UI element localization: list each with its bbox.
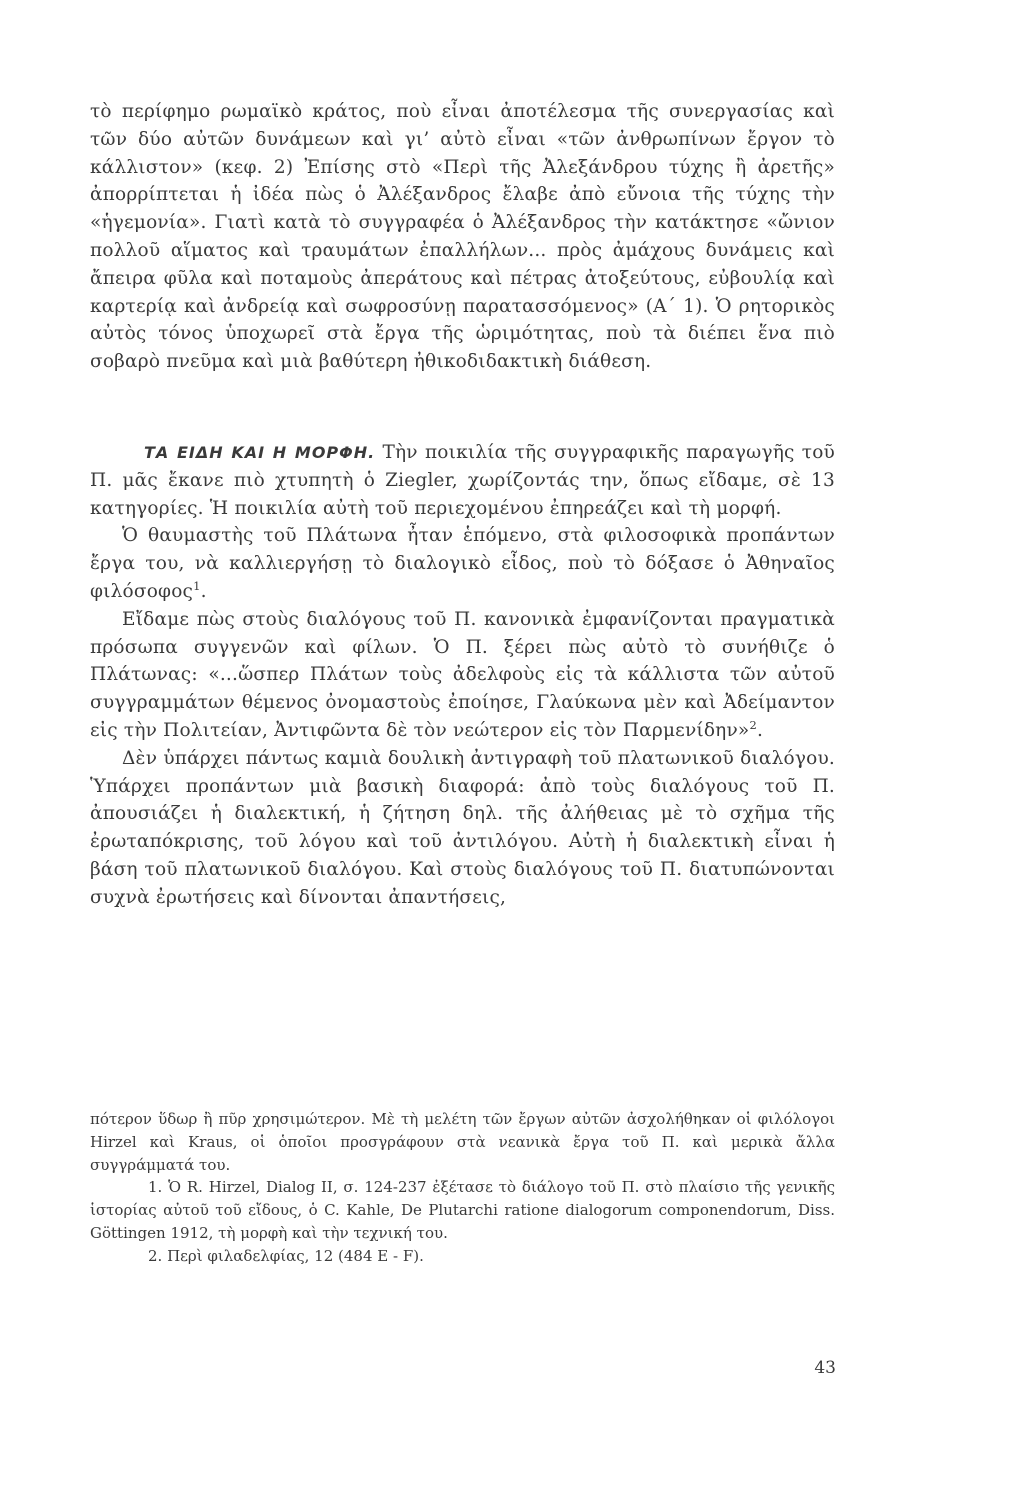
footnote-ref-1: 1 [193, 578, 201, 593]
paragraph-forms [90, 439, 835, 522]
paragraph-dialogue-persons: Εἴδαμε πὼς στοὺς διαλόγους τοῦ Π. κανονικὰ ἐμφανίζονται πραγματικὰ πρόσωπα συγγενῶν καὶ φίλων. Ὁ Π. ξέρει πὼς αὐτὸ τὸ συνήθιζε ὁ Πλάτωνας: «...ὥσπερ Πλάτων τοὺς ἀδελφοὺς εἰς τὰ κάλλιστα τῶν αὐτοῦ συγγραμμάτων θέμενος ὀνομαστοὺς ἐποίησε, Γλαύκωνα μὲν καὶ Ἀδείμαντον εἰς τὴν Πολιτείαν, Ἀντιφῶντα δὲ τὸν νεώτερον εἰς τὸν Παρμενίδην»$^2$. [90, 608, 835, 741]
footnote-1: 1. Ὁ R. Hirzel, Dialog II, σ. 124-237 ἐξέτασε τὸ διάλογο τοῦ Π. στὸ πλαίσιο τῆς γενικῆς ἱστορίας αὐτοῦ τοῦ εἴδους, ὁ C. Kahle, De Plutarchi ratione dialogorum componendorum, Diss. Göttingen 1912, τὴ μορφὴ καὶ τὴν τεχνική του. [90, 1178, 835, 1242]
main-text [90, 98, 835, 912]
paragraph-plato-admirer-text: Ὁ θαυμαστὴς τοῦ Πλάτωνα ἦταν ἑπόμενο, στὰ φιλοσοφικὰ προπάντων ἔργα του, νὰ καλλιεργήσῃ τὸ διαλογικὸ εἶδος, ποὺ τὸ δόξασε ὁ Ἀθηναῖος φιλόσοφος [90, 525, 835, 602]
footnote-ref-2: 2 [749, 717, 757, 732]
footnote-2: 2. Περὶ φιλαδελφίας, 12 (484 E - F). [148, 1246, 424, 1265]
footnotes [90, 1108, 835, 1268]
paragraph-forms-text: Τὴν ποικιλία τῆς συγγραφικῆς παραγωγῆς τοῦ Π. μᾶς ἔκανε πιὸ χτυπητὴ ὁ Ziegler, χωρίζοντάς την, ὅπως εἴδαμε, σὲ 13 κατηγορίες. Ἡ ποικιλία αὐτὴ τοῦ περιεχομένου ἐπηρεάζει καὶ τὴ μορφή. [90, 441, 835, 519]
section-heading: ΤΑ ΕΙΔΗ ΚΑΙ Η ΜΟΡΦΗ. [144, 442, 376, 462]
paragraph-plato-admirer: Ὁ θαυμαστὴς τοῦ Πλάτωνα ἦταν ἑπόμενο, στὰ φιλοσοφικὰ προπάντων ἔργα του, νὰ καλλιεργήσῃ τὸ διαλογικὸ εἶδος, ποὺ τὸ δόξασε ὁ Ἀθηναῖος φιλόσοφος$^1$. [90, 525, 835, 602]
footnote-continuation: πότερον ὕδωρ ἢ πῦρ χρησιμώτερον. Μὲ τὴ μελέτη τῶν ἔργων αὐτῶν ἀσχολήθηκαν οἱ φιλόλογοι Hirzel καὶ Kraus, οἱ ὁποῖοι προσγράφουν στὰ νεανικὰ ἔργα τοῦ Π. καὶ μερικὰ ἄλλα συγγράμματά του. [90, 1110, 835, 1174]
paragraph-continuation: τὸ περίφημο ρωμαϊκὸ κράτος, ποὺ εἶναι ἀποτέλεσμα τῆς συνεργασίας καὶ τῶν δύο αὐτῶν δυνάμεων καὶ γι’ αὐτὸ εἶναι «τῶν ἀνθρωπίνων ἔργον τὸ κάλλιστον» (κεφ. 2) Ἐπίσης στὸ «Περὶ τῆς Ἀλεξάνδρου τύχης ἢ ἀρετῆς» ἀπορρίπτεται ἡ ἰδέα πὼς ὁ Ἀλέξανδρος ἔλαβε ἀπὸ εὔνοια τῆς τύχης τὴν «ἡγεμονία». Γιατὶ κατὰ τὸ συγγραφέα ὁ Ἀλέξανδρος τὴν κατάκτησε «ὤνιον πολλοῦ αἵματος καὶ τραυμάτων ἐπαλλήλων... πρὸς ἀμάχους δυνάμεις καὶ ἄπειρα φῦλα καὶ ποταμοὺς ἀπεράτους καὶ πέτρας ἀτοξεύτους, εὐβουλίᾳ καὶ καρτερίᾳ καὶ ἀνδρείᾳ καὶ σωφροσύνῃ παρατασσόμενος» (Α΄ 1). Ὁ ρητορικὸς αὐτὸς τόνος ὑποχωρεῖ στὰ ἔργα τῆς ὡριμότητας, ποὺ τὰ διέπει ἕνα πιὸ σοβαρὸ πνεῦμα καὶ μιὰ βαθύτερη ἠθικοδιδακτικὴ διάθεση. [90, 101, 835, 373]
paragraph-dialogue-persons-text: Εἴδαμε πὼς στοὺς διαλόγους τοῦ Π. κανονικὰ ἐμφανίζονται πραγματικὰ πρόσωπα συγγενῶν καὶ φίλων. Ὁ Π. ξέρει πὼς αὐτὸ τὸ συνήθιζε ὁ Πλάτωνας: «...ὥσπερ Πλάτων τοὺς ἀδελφοὺς εἰς τὰ κάλλιστα τῶν αὐτοῦ συγγραμμάτων θέμενος ὀνομαστοὺς ἐποίησε, Γλαύκωνα μὲν καὶ Ἀδείμαντον εἰς τὴν Πολιτείαν, Ἀντιφῶντα δὲ τὸν νεώτερον εἰς τὸν Παρμενίδην» [90, 608, 835, 741]
page-number: 43 [814, 1358, 836, 1378]
paragraph-dialectic: Δὲν ὑπάρχει πάντως καμιὰ δουλικὴ ἀντιγραφὴ τοῦ πλατωνικοῦ διαλόγου. Ὑπάρχει προπάντων μιὰ βασικὴ διαφορά: ἀπὸ τοὺς διαλόγους τοῦ Π. ἀπουσιάζει ἡ διαλεκτική, ἡ ζήτηση δηλ. τῆς ἀλήθειας μὲ τὸ σχῆμα τῆς ἐρωταπόκρισης, τοῦ λόγου καὶ τοῦ ἀντιλόγου. Αὐτὴ ἡ διαλεκτικὴ εἶναι ἡ βάση τοῦ πλατωνικοῦ διαλόγου. Καὶ στοὺς διαλόγους τοῦ Π. διατυπώνονται συχνὰ ἐρωτήσεις καὶ δίνονται ἀπαντήσεις, [90, 747, 835, 908]
